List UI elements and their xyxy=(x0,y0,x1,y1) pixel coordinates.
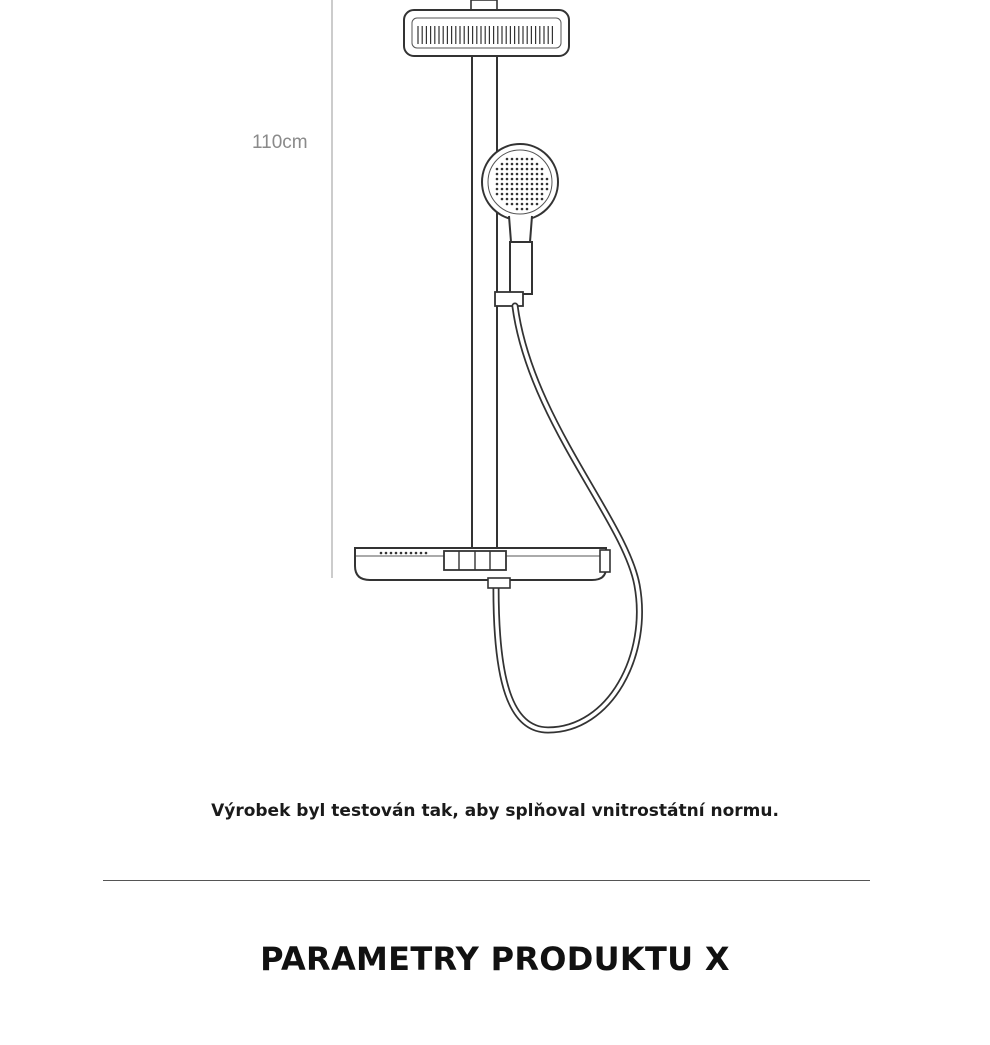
slide-bracket xyxy=(495,292,523,306)
divider xyxy=(103,880,870,881)
certification-note: Výrobek byl testován tak, aby splňoval vnitrostátní normu. xyxy=(211,801,779,821)
shower-hose xyxy=(496,306,639,730)
riser-pipe xyxy=(472,56,497,550)
section-heading: PARAMETRY PRODUKTU X xyxy=(260,940,730,978)
rain-shower-head xyxy=(404,10,569,56)
thermostatic-shelf xyxy=(355,548,610,588)
top-connector xyxy=(471,0,497,10)
dimension-label: 110cm xyxy=(252,132,308,153)
